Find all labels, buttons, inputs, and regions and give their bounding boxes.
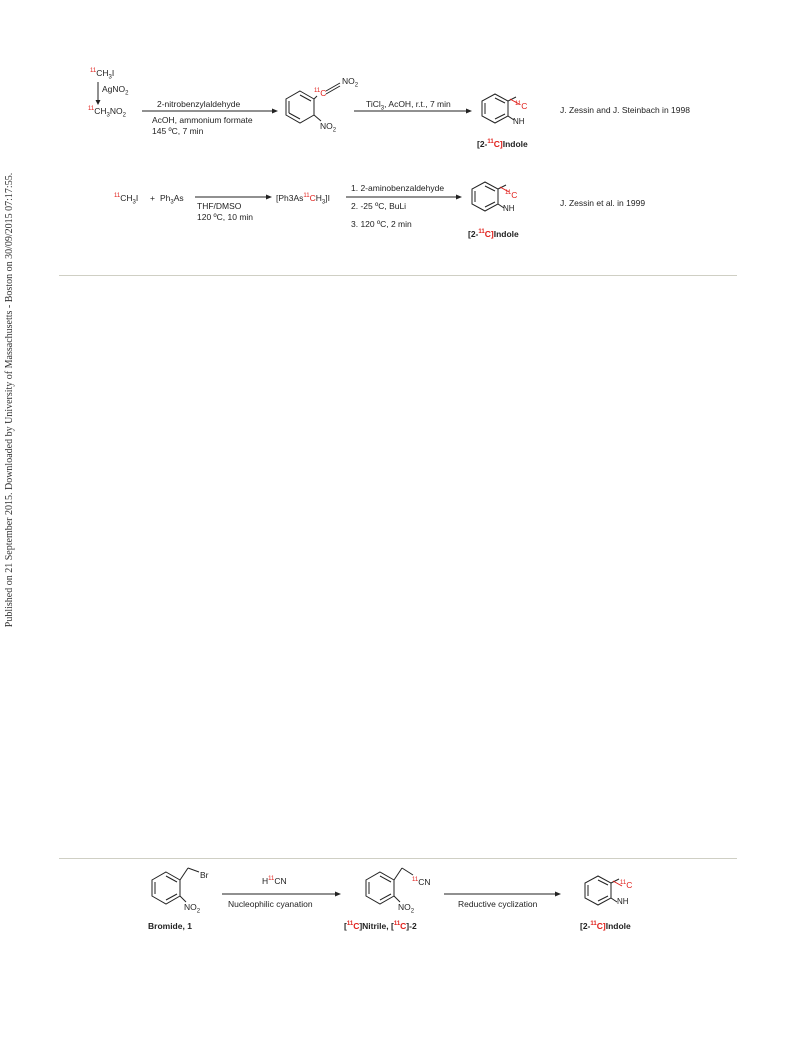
ch3i-reagent: $^{11}CH_3I$ [90, 68, 115, 81]
divider-top [59, 275, 737, 276]
bromide-ring [152, 868, 199, 904]
scheme2-plus: + [150, 193, 155, 203]
scheme2-ch3i: $^{11}CH_3I$ [114, 193, 139, 206]
ch3no2-intermediate: $^{11}CH_3NO_2$ [88, 106, 126, 119]
scheme2-step2: 2. -25 ºC, BuLi [351, 201, 407, 211]
scheme2-citation: J. Zessin et al. in 1999 [560, 198, 646, 208]
scheme2-step1: 1. 2-aminobenzaldehyde [351, 183, 445, 193]
indole2-nh: NH [503, 204, 515, 213]
vinyl-no2: $NO_2$ [342, 76, 359, 89]
vinyl-labeled-carbon: $^{11}$C [314, 88, 327, 98]
scheme2-ph3as: $Ph_3As$ [160, 193, 184, 206]
agno2-reagent: AgNO$_2$ [102, 84, 129, 97]
scheme2-arrow1-below-1: THF/DMSO [197, 201, 242, 211]
nitrostyrene-ring [286, 83, 340, 123]
bromide-no2: $NO_2$ [184, 902, 201, 915]
nitrile-ring [366, 868, 413, 904]
scheme2-arrow1-below-2: 120 ºC, 10 min [197, 212, 254, 222]
scheme2-product-label: [2-$^{11}$C]Indole [468, 229, 519, 239]
indole2-c: $^{11}$C [505, 190, 518, 200]
bromide-br: Br [200, 870, 209, 880]
indole3-nh: NH [617, 897, 629, 906]
scheme1-arrow1-below-2: 145 ºC, 7 min [152, 126, 204, 136]
scheme3-arrow1-below: Nucleophilic cyanation [228, 899, 313, 909]
indole3-c: $^{11}$C [620, 880, 633, 890]
scheme2-arsonium-salt: $[Ph3As^{11}CH_3]I$ [276, 193, 330, 206]
scheme1-arrow1-below-1: AcOH, ammonium formate [152, 115, 253, 125]
sidebar-text: Published on 21 September 2015. Downloaded by University of Massachusetts - Boston on 30/09/2015 07:17:55. [4, 172, 15, 628]
indole1-nh: NH [513, 117, 525, 126]
scheme3-product-label: [2-$^{11}$C]Indole [580, 921, 631, 931]
scheme1-citation: J. Zessin and J. Steinbach in 1998 [560, 105, 690, 115]
scheme1-arrow2-above: TiCl$_3$, AcOH, r.t., 7 min [366, 99, 451, 112]
ring-no2: $NO_2$ [320, 121, 337, 134]
divider-bottom [59, 858, 737, 859]
indole1-c: $^{11}$C [515, 101, 528, 111]
nitrile-cn: $^{11}$CN [412, 877, 431, 887]
scheme3-reagent-hcn: $H^{11}CN$ [262, 876, 287, 886]
nitrile-label: [$^{11}$C]Nitrile, [$^{11}$C]-2 [344, 921, 417, 931]
nitrile-no2: $NO_2$ [398, 902, 415, 915]
scheme2-step3: 3. 120 ºC, 2 min [351, 219, 412, 229]
scheme1-product-label: [2-$^{11}$C]Indole [477, 139, 528, 149]
scheme3-arrow2-below: Reductive cyclization [458, 899, 538, 909]
bromide-label: Bromide, 1 [148, 921, 192, 931]
scheme1-arrow1-above: 2-nitrobenzylaldehyde [157, 99, 241, 109]
